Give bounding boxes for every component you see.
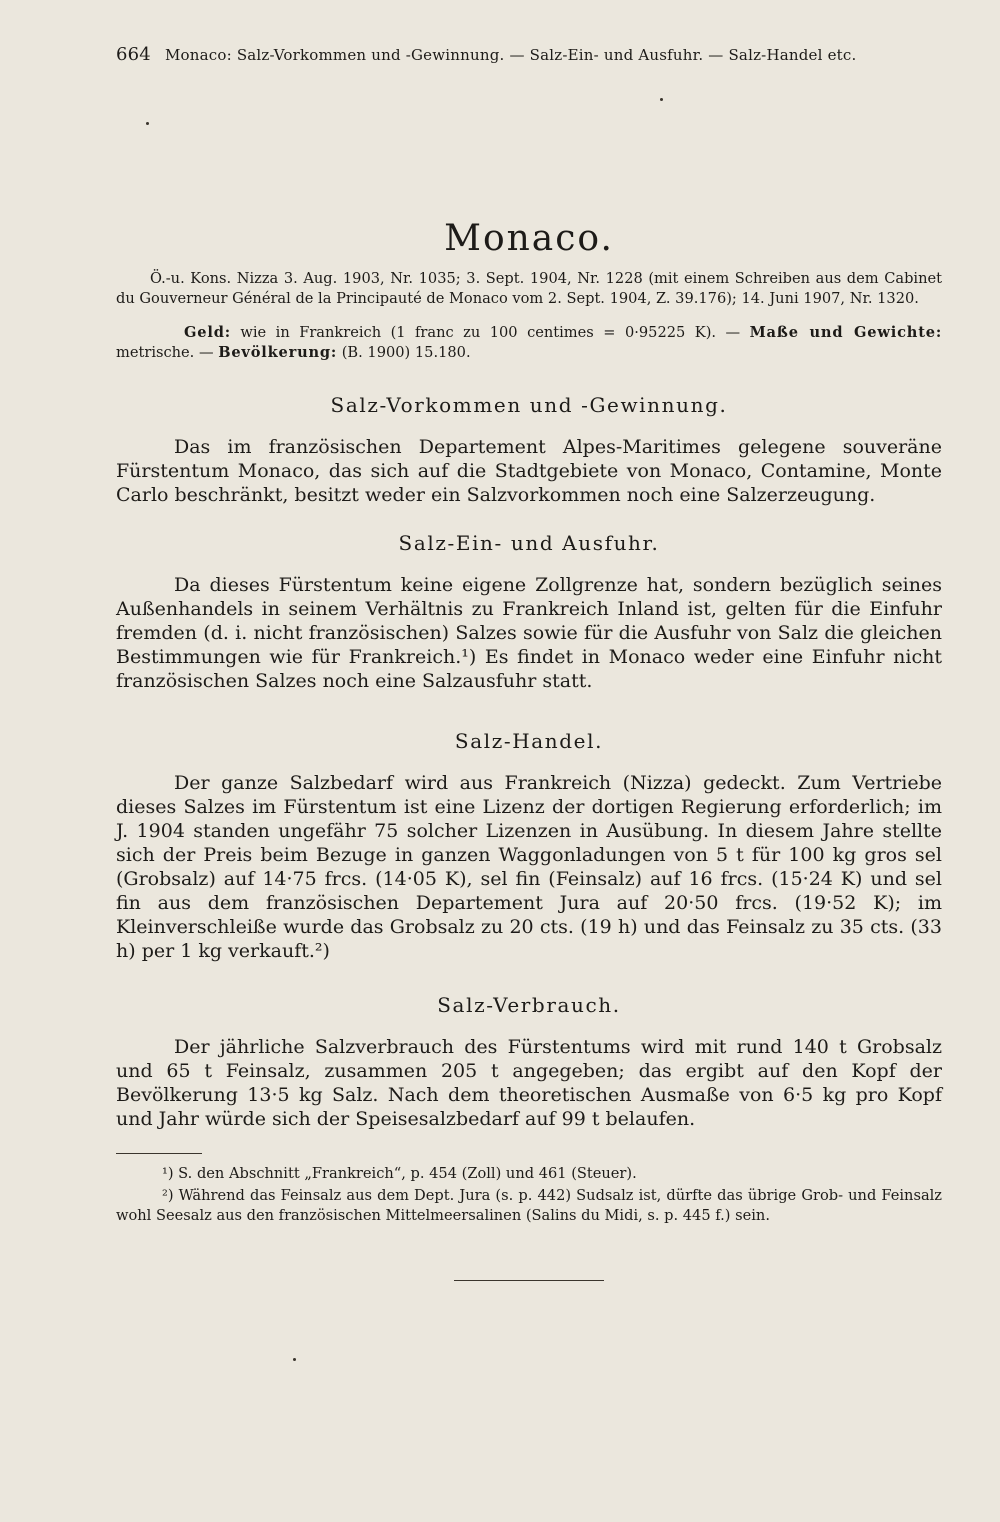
footnote-2: ²) Während das Feinsalz aus dem Dept. Jura (s. p. 442) Sudsalz ist, dürfte das übrige Grob- und Feinsalz wohl Seesalz aus den französischen Mittelmeersalinen (Salins du Midi, s. p. 445 f.) sein. (116, 1187, 942, 1224)
print-speck (293, 1358, 296, 1361)
metadata-line (116, 323, 942, 363)
footnote-divider (116, 1153, 202, 1154)
section-heading: Salz-Handel. (454, 729, 604, 753)
masse-text: metrische. — (116, 344, 219, 361)
running-title: Monaco: Salz-Vorkommen und -Gewinnung. — Salz-Ein- und Ausfuhr. — Salz-Handel etc. (164, 46, 857, 64)
section-paragraph: Der ganze Salzbedarf wird aus Frankreich (Nizza) gedeckt. Zum Vertriebe dieses Salzes im Fürstentum ist eine Lizenz der dortigen Regierung erforderlich; im J. 1904 standen ungefähr 75 solcher Lizenzen in Ausübung. In diesem Jahre stellte sich der Preis beim Bezuge in ganzen Waggonladungen von 5 t für 100 kg gros sel (Grobsalz) auf 14·75 frcs. (14·05 K), sel fin (Feinsalz) auf 16 frcs. (15·24 K) und sel fin aus dem französischen Departement Jura auf 20·50 frcs. (19·52 K); im Kleinverschleiße wurde das Grobsalz zu 20 cts. (19 h) und das Feinsalz zu 35 cts. (33 h) per 1 kg verkauft.²) (116, 772, 942, 962)
section-verbrauch (116, 993, 942, 1131)
text-column (116, 44, 942, 1281)
section-vorkommen (116, 393, 942, 507)
running-header (116, 44, 942, 66)
section-heading: Salz-Ein- und Ausfuhr. (398, 531, 660, 555)
geld-label: Geld: (184, 324, 231, 341)
bevoelkerung-text: (B. 1900) 15.180. (337, 344, 471, 361)
section-paragraph: Da dieses Fürstentum keine eigene Zollgrenze hat, sondern bezüglich seines Außenhandels in seinem Verhältnis zu Frankreich Inland ist, gelten für die Einfuhr fremden (d. i. nicht französischen) Salzes sowie für die Ausfuhr von Salz die gleichen Bestimmungen wie für Frankreich.¹) Es findet in Monaco weder eine Einfuhr nicht französischen Salzes noch eine Salzausfuhr statt. (116, 574, 942, 692)
section-heading: Salz-Verbrauch. (437, 993, 621, 1017)
footnote-1: ¹) S. den Abschnitt „Frankreich“, p. 454 (Zoll) und 461 (Steuer). (162, 1165, 637, 1182)
end-divider (454, 1280, 604, 1281)
page-title: Monaco. (444, 218, 614, 259)
section-handel (116, 729, 942, 963)
page-number: 664 (116, 44, 151, 65)
bevoelkerung-label: Bevölkerung: (218, 344, 338, 361)
section-ein-ausfuhr (116, 531, 942, 693)
geld-text: wie in Frankreich (1 franc zu 100 centimes = 0·95225 K). — (230, 324, 750, 341)
section-heading: Salz-Vorkommen und -Gewinnung. (330, 393, 728, 417)
section-paragraph: Das im französischen Departement Alpes-Maritimes gelegene souveräne Fürstentum Monaco, das sich auf die Stadtgebiete von Monaco, Contamine, Monte Carlo beschränkt, besitzt weder ein Salzvorkommen noch eine Salzerzeugung. (116, 436, 942, 506)
source-note: Ö.-u. Kons. Nizza 3. Aug. 1903, Nr. 1035; 3. Sept. 1904, Nr. 1228 (mit einem Schreiben aus dem Cabinet du Gouverneur Général de la Principauté de Monaco vom 2. Sept. 1904, Z. 39.176); 14. Juni 1907, Nr. 1320. (116, 270, 942, 307)
masse-label: Maße und Gewichte: (749, 324, 943, 341)
section-paragraph: Der jährliche Salzverbrauch des Fürstentums wird mit rund 140 t Grobsalz und 65 t Feinsalz, zusammen 205 t angegeben; das ergibt auf den Kopf der Bevölkerung 13·5 kg Salz. Nach dem theoretischen Ausmaße von 6·5 kg pro Kopf und Jahr würde sich der Speisesalzbedarf auf 99 t belaufen. (116, 1036, 942, 1130)
